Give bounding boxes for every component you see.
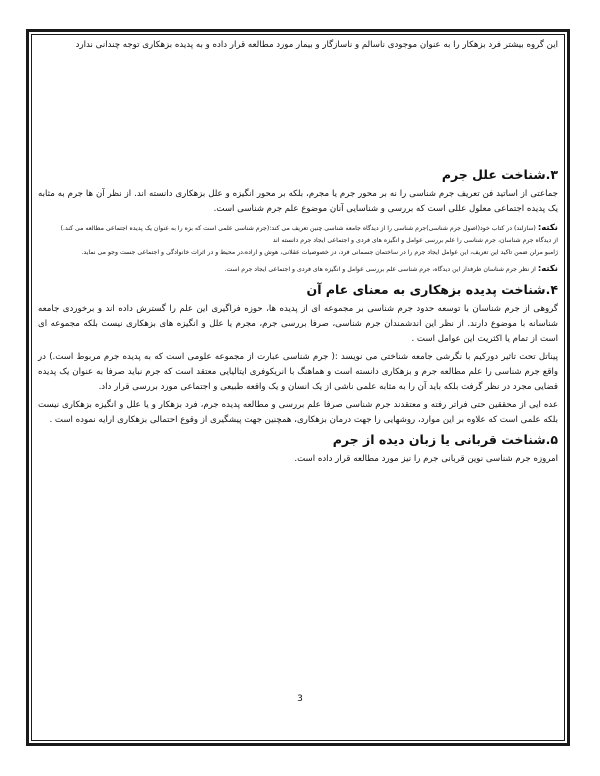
section3-line2: از دیدگاه جرم شناسان، جرم شناسی را علم بررسی عوامل و انگیزه های فردی و اجتماعی ایجاد جرم دانسته اند: [272, 237, 558, 244]
section4-heading: ۴.شناخت پدیده بزهکاری به معنای عام آن: [306, 282, 558, 297]
note1-label: نکته:: [537, 223, 558, 233]
section3-line3: ژامبو مرلن ضمن تاکید این تعریف، این عوامل ایجاد جرم را در ساختمان جسمانی فرد، در خصوصیات عقلانی، هوش و اراده،در محیط و در اثرات خانوادگی و اجتماعی جست وجو می نماید.: [81, 249, 558, 256]
page-number: 3: [297, 694, 303, 704]
page-content: [38, 38, 558, 467]
section3-heading: ۳.شناخت علل جرم: [441, 167, 558, 182]
section4-para1: گروهی از جرم شناسان با توسعه حدود جرم شناسی بر مجموعه ای از پدیده ها، حوزه فراگیری این علم را گسترش داده اند و برخوردی جامعه شناسانه با موضوع دارند. از نظر این اندشمندان جرم شناسی، صرفا بررسی جرم، مجرم یا علل و انگیزه های بزهکاری نیست بلکه مجموعه ای است از تمام یا اکثریت این عوامل است .: [38, 304, 558, 344]
section4-para2: پیناتل تحت تاثیر دورکیم با نگرشی جامعه شناختی می نویسد :( جرم شناسی عبارت از مجموعه علومی است که به پدیده جرم مربوط است.) در واقع جرم شناسی را علم مطالعه جرم و بزهکاری دانسته است و هماهنگ با انریکوفری ایتالیایی معتقد است که جرم نباید صرفا به عنوان یک پدیده قضایی مجرد در نظر گرفت بلکه باید آن را به مثابه علمی ناشی از یک انسان و یک واقعه طبیعی و اجتماعی مورد بررسی قرار داد.: [38, 352, 558, 392]
section3-note2: [38, 264, 558, 275]
section3-body: جماعتی از اساتید فن تعریف جرم شناسی را نه بر محور جرم یا مجرم، بلکه بر محور انگیزه و علل بزهکاری دانسته اند. از نظر آن ها جرم به مثابه یک پدیده اجتماعی معلول عللی است که بررسی و شناسایی آنان موضوع علم جرم شناسی است.: [38, 189, 558, 214]
note2-label: نکته:: [537, 264, 558, 274]
intro-paragraph: این گروه بیشتر فرد بزهکار را به عنوان موجودی ناسالم و ناسازگار و بیمار مورد مطالعه قرار داده و به پدیده بزهکاری توجه چندانی ندارد: [75, 40, 558, 50]
note1-text: (سازلند) در کتاب خود(اصول جرم شناسی)جرم شناسی را از دیدگاه جامعه شناسی چنین تعریف می کند:(جرم شناسی علمی است که بزه را به عنوان یک پدیده اجتماعی مطالعه می کند.): [60, 225, 536, 232]
section4-para3: عده ایی از محققین حتی فراتر رفته و معتقدند جرم شناسی صرفا علم بررسی و مطالعه پدیده جرم، فرد بزهکار و یا علل و انگیزه بزهکاری نیست بلکه علمی است که علاوه بر این موارد، روشهایی را جهت درمان بزهکاری، همچنین جهت پیشگیری از وقوع احتمالی بزهکاری ارایه نموده است .: [38, 400, 558, 425]
section5-body: امروزه جرم شناسی نوین قربانی جرم را نیز مورد مطالعه قرار داده است.: [294, 454, 558, 464]
section5-heading: ۵.شناخت قربانی یا زبان دیده از جرم: [332, 432, 558, 447]
note2-text: از نظر جرم شناسان طرفدار این دیدگاه، جرم شناسی علم بررسی عوامل و انگیزه های فردی و اجتماعی ایجاد جرم است.: [224, 266, 536, 273]
section3-note1: [38, 223, 558, 234]
